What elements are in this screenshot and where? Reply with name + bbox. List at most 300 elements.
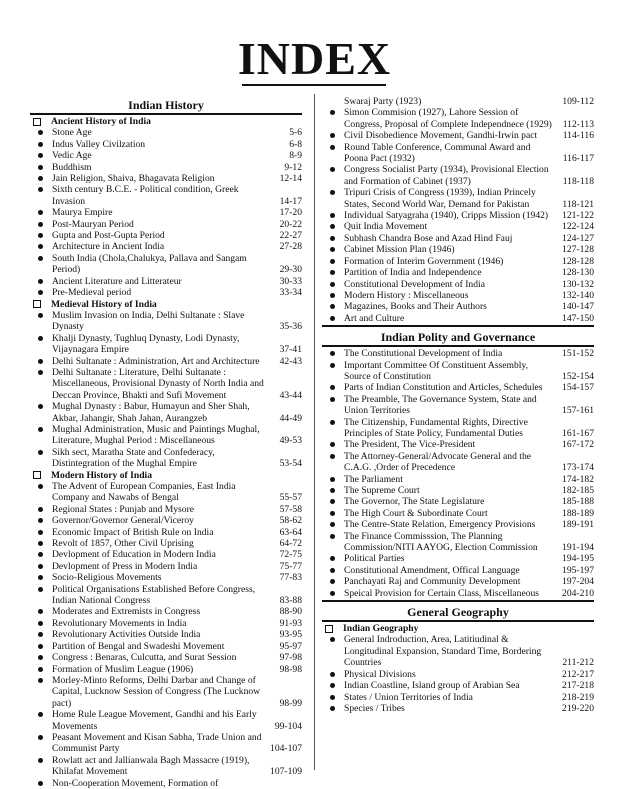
- index-entry: [30, 538, 302, 549]
- bullet-icon: [30, 549, 52, 560]
- entry-title: Maurya Empire: [52, 207, 113, 219]
- index-entry: [30, 162, 302, 173]
- bullet-icon: [322, 394, 344, 417]
- entry-title: The Centre-State Relation, Emergency Provisions: [344, 519, 536, 531]
- bullet-icon: [322, 256, 344, 267]
- bullet-icon: [30, 230, 52, 241]
- entry-title: Subhash Chandra Bose and Azad Hind Fauj: [344, 232, 513, 244]
- entry-title: The High Court & Subordinate Court: [344, 507, 488, 519]
- index-entry: [322, 588, 594, 599]
- entry-pages: 140-147: [562, 301, 594, 313]
- index-entry: [30, 549, 302, 560]
- entry-title: Sixth century B.C.E. - Political condition, Greek Invasion: [52, 184, 239, 207]
- entry-title: Jain Religion, Shaiva, Bhagavata Religion: [52, 173, 215, 185]
- index-list-polity: [322, 348, 594, 599]
- entry-pages: 197-204: [562, 576, 594, 588]
- entry-title: Round Table Conference, Communal Award and Poona Pact (1932): [344, 141, 531, 165]
- bullet-icon: [30, 310, 52, 333]
- entry-pages: 185-188: [562, 496, 594, 508]
- entry-title: Delhi Sultanate : Administration, Art and Architecture: [52, 355, 260, 367]
- entry-title: Formation of Interim Government (1946): [344, 255, 504, 267]
- entry-pages: 93-95: [279, 629, 302, 641]
- entry-pages: 37-41: [279, 344, 302, 356]
- entry-pages: 122-124: [562, 221, 594, 233]
- entry-pages: 114-116: [562, 130, 594, 142]
- index-entry: [30, 606, 302, 617]
- entry-pages: 132-140: [562, 289, 594, 301]
- bullet-icon: [322, 301, 344, 312]
- indent-spacer: [322, 96, 344, 107]
- index-entry: [30, 184, 302, 207]
- entry-title: Formation of Muslim League (1906): [52, 663, 194, 675]
- section-heading-indian-history: Indian History: [128, 98, 204, 112]
- index-entry: [322, 210, 594, 221]
- index-entry: [322, 553, 594, 564]
- index-entry: [322, 394, 594, 417]
- bullet-icon: [30, 778, 52, 789]
- index-entry: [322, 519, 594, 530]
- bullet-icon: [322, 313, 344, 324]
- entry-title: Partition of Bengal and Swadeshi Movement: [52, 640, 225, 652]
- entry-pages: 35-36: [279, 321, 302, 333]
- entry-title: Physical Divisions: [344, 668, 416, 680]
- index-entry: [322, 439, 594, 450]
- entry-title: Indus Valley Civilzation: [52, 138, 146, 150]
- index-list-continued: [322, 96, 594, 324]
- bullet-icon: [30, 424, 52, 447]
- bullet-icon: [30, 276, 52, 287]
- entry-pages: 194-195: [562, 553, 594, 565]
- entry-pages: 212-217: [562, 668, 594, 680]
- category-label: Indian Geography: [343, 623, 419, 635]
- entry-title: Moderates and Extremists in Congress: [52, 606, 201, 618]
- entry-pages: 55-57: [279, 492, 302, 504]
- checkbox-square-icon: [33, 300, 41, 308]
- entry-pages: 98-99: [279, 697, 302, 709]
- bullet-icon: [30, 755, 52, 778]
- bullet-icon: [30, 139, 52, 150]
- entry-title: Modern History : Miscellaneous: [344, 289, 469, 301]
- bullet-icon: [30, 241, 52, 252]
- bullet-icon: [30, 572, 52, 583]
- index-entry: [322, 221, 594, 232]
- index-entry: [322, 313, 594, 324]
- checkbox-square-icon: [33, 118, 41, 126]
- entry-title: Mughal Dynasty : Babur, Humayun and Sher Shah, Akbar, Jahangir, Shah Jahan, Aurangzeb: [52, 401, 250, 424]
- entry-title: Constitutional Development of India: [344, 278, 485, 290]
- bullet-icon: [322, 221, 344, 232]
- entry-title: Vedic Age: [52, 150, 92, 162]
- entry-pages: 151-152: [562, 348, 594, 360]
- entry-title: Khalji Dynasty, Tughluq Dynasty, Lodi Dynasty, Vijaynagara Empire: [52, 332, 240, 356]
- bullet-icon: [322, 382, 344, 393]
- entry-title: Rowlatt act and Jallianwala Bagh Massacre (1919), Khilafat Movement: [52, 754, 250, 778]
- entry-pages: 147-150: [562, 312, 594, 324]
- entry-title: Revolutionary Activities Outside India: [52, 629, 201, 641]
- entry-title: Art and Culture: [344, 312, 405, 324]
- bullet-icon: [30, 367, 52, 401]
- entry-title: Indian Coastline, Island group of Arabian Sea: [344, 680, 520, 692]
- entry-title: Tripuri Crisis of Congress (1939), Indian Princely States, Second World War, Demand for Pakistan: [344, 187, 536, 210]
- entry-title: Important Committee Of Constituent Assembly, Source of Constitution: [344, 359, 529, 382]
- entry-pages: 99-104: [274, 720, 302, 732]
- entry-title: Post-Mauryan Period: [52, 218, 134, 230]
- entry-title: Regional States : Punjab and Mysore: [52, 503, 195, 515]
- column-divider: [314, 94, 315, 770]
- entry-pages: 157-161: [562, 405, 594, 417]
- index-entry: [322, 669, 594, 680]
- entry-pages: 57-58: [279, 503, 302, 515]
- entry-pages: 97-98: [279, 652, 302, 664]
- entry-pages: 121-122: [562, 210, 594, 222]
- entry-title: Parts of Indian Constitution and Articles, Schedules: [344, 382, 543, 394]
- entry-title: Political Parties: [344, 553, 405, 565]
- index-entry: [30, 515, 302, 526]
- entry-title: General Indroduction, Area, Latitiudinal & Longitudinal Expansion, Standard Time, Bordering Countries: [344, 634, 542, 669]
- bullet-icon: [322, 360, 344, 383]
- bullet-icon: [322, 142, 344, 165]
- bullet-icon: [30, 652, 52, 663]
- bullet-icon: [322, 692, 344, 703]
- category-indian-geography: [322, 623, 594, 634]
- index-entry: [30, 276, 302, 287]
- index-entry: [322, 187, 594, 210]
- index-entry: [30, 584, 302, 607]
- section-rule: [322, 345, 594, 347]
- entry-title: Revolutionary Movements in India: [52, 617, 187, 629]
- entry-title: The Citizenship, Fundamental Rights, Directive Principles of State Policy, Fundamental Duties: [344, 416, 528, 439]
- entry-title: Panchayati Raj and Community Development: [344, 576, 521, 588]
- index-entry: [30, 504, 302, 515]
- entry-pages: 27-28: [279, 241, 302, 253]
- entry-title: Individual Satyagraha (1940), Cripps Mission (1942): [344, 210, 549, 222]
- entry-pages: 22-27: [279, 230, 302, 242]
- entry-pages: 152-154: [562, 370, 594, 382]
- entry-title: The Governor, The State Legislature: [344, 496, 485, 508]
- entry-title: Congress : Benaras, Culcutta, and Surat Session: [52, 652, 237, 664]
- entry-pages: 14-17: [279, 195, 302, 207]
- category-heading: [30, 470, 302, 481]
- entry-pages: 42-43: [279, 355, 302, 367]
- bullet-icon: [322, 130, 344, 141]
- index-entry: [30, 709, 302, 732]
- entry-title: Peasant Movement and Kisan Sabha, Trade Union and Communist Party: [52, 731, 262, 755]
- index-entry: [322, 360, 594, 383]
- entry-pages: 6-8: [289, 138, 302, 150]
- bullet-icon: [30, 481, 52, 504]
- bullet-icon: [322, 210, 344, 221]
- index-entry: [322, 417, 594, 440]
- bullet-icon: [322, 634, 344, 668]
- entry-title: Constitutional Amendment, Offical Language: [344, 564, 520, 576]
- index-entry: [322, 96, 594, 107]
- index-entry: [30, 424, 302, 447]
- entry-pages: 204-210: [562, 587, 594, 599]
- checkbox-square-icon: [33, 471, 41, 479]
- entry-pages: 75-77: [279, 560, 302, 572]
- bullet-icon: [30, 447, 52, 470]
- bullet-icon: [30, 606, 52, 617]
- bullet-icon: [322, 531, 344, 554]
- bullet-icon: [30, 184, 52, 207]
- entry-pages: 43-44: [279, 389, 302, 401]
- index-entry: [322, 692, 594, 703]
- entry-title: Morley-Minto Reforms, Delhi Darbar and Change of Capital, Lucknow Session of Congress (The Lucknow pact): [52, 674, 261, 709]
- bullet-icon: [30, 709, 52, 732]
- entry-title: Cabinet Mission Plan (1946): [344, 244, 455, 256]
- entry-title: Political Organisations Established Before Congress, Indian National Congress: [52, 583, 256, 607]
- entry-pages: 29-30: [279, 264, 302, 276]
- index-entry: [30, 333, 302, 356]
- left-column: [30, 96, 302, 789]
- index-entry: [322, 496, 594, 507]
- entry-title: Home Rule League Movement, Gandhi and his Early Movements: [52, 709, 257, 732]
- index-entry: [30, 139, 302, 150]
- index-entry: [322, 474, 594, 485]
- category-heading: [30, 299, 302, 310]
- entry-title: The Preamble, The Governance System, State and Union Territories: [344, 393, 537, 417]
- entry-pages: 174-182: [562, 473, 594, 485]
- bullet-icon: [322, 519, 344, 530]
- entry-pages: 9-12: [284, 161, 302, 173]
- index-entry: [30, 241, 302, 252]
- index-entry: [30, 127, 302, 138]
- entry-title: Revolt of 1857, Other Civil Uprising: [52, 538, 194, 550]
- bullet-icon: [322, 680, 344, 691]
- checkbox-square-icon: [325, 625, 333, 633]
- entry-title: Simon Commision (1927), Lahore Session of Congress, Proposal of Complete Independnece (1929): [344, 107, 552, 130]
- index-list-indian-history: [30, 116, 302, 789]
- section-rule: [322, 600, 594, 602]
- entry-pages: 195-197: [562, 564, 594, 576]
- bullet-icon: [30, 253, 52, 276]
- entry-pages: 107-109: [270, 766, 302, 778]
- index-entry: [30, 447, 302, 470]
- section-rule: [322, 325, 594, 327]
- index-entry: [30, 755, 302, 778]
- bullet-icon: [30, 584, 52, 607]
- entry-pages: 49-53: [279, 435, 302, 447]
- entry-title: Economic Impact of British Rule on India: [52, 526, 214, 538]
- bullet-icon: [322, 588, 344, 599]
- bullet-icon: [30, 219, 52, 230]
- index-entry: [30, 778, 302, 789]
- entry-pages: 128-130: [562, 267, 594, 279]
- entry-pages: 116-117: [562, 153, 594, 165]
- index-entry: [30, 207, 302, 218]
- index-entry: [30, 230, 302, 241]
- entry-title: Pre-Medieval period: [52, 287, 132, 299]
- page-title: INDEX: [237, 33, 392, 84]
- bullet-icon: [322, 451, 344, 474]
- index-entry: [322, 279, 594, 290]
- bullet-icon: [30, 732, 52, 755]
- bullet-icon: [322, 485, 344, 496]
- entry-title: Muslim Invasion on India, Delhi Sultanate : Slave Dynasty: [52, 309, 245, 333]
- entry-title: Partition of India and Independence: [344, 267, 482, 279]
- entry-pages: 118-121: [562, 198, 594, 210]
- entry-title: Architecture in Ancient India: [52, 241, 165, 253]
- entry-title: Magazines, Books and Their Authors: [344, 301, 487, 313]
- bullet-icon: [30, 333, 52, 356]
- bullet-icon: [322, 553, 344, 564]
- bullet-icon: [322, 164, 344, 187]
- entry-pages: 188-189: [562, 507, 594, 519]
- entry-pages: 5-6: [289, 127, 302, 139]
- index-entry: [30, 652, 302, 663]
- entry-pages: 12-14: [279, 173, 302, 185]
- entry-pages: 72-75: [279, 549, 302, 561]
- entry-title: Congress Socialist Party (1934), Provisional Election and Formation of Cabinet (1937): [344, 164, 549, 187]
- bullet-icon: [322, 417, 344, 440]
- bullet-icon: [322, 576, 344, 587]
- entry-pages: 161-167: [562, 427, 594, 439]
- index-entry: [30, 173, 302, 184]
- bullet-icon: [322, 244, 344, 255]
- category-label: Modern History of India: [51, 469, 153, 481]
- section-rule: [322, 620, 594, 622]
- index-entry: [322, 576, 594, 587]
- index-entry: [322, 290, 594, 301]
- entry-pages: 182-185: [562, 485, 594, 496]
- bullet-icon: [322, 703, 344, 714]
- entry-pages: 17-20: [279, 207, 302, 219]
- entry-pages: 167-172: [562, 439, 594, 451]
- entry-pages: 173-174: [562, 462, 594, 474]
- index-entry: [30, 641, 302, 652]
- entry-title: The Constitutional Development of India: [344, 348, 503, 360]
- entry-title: The Parliament: [344, 473, 403, 485]
- bullet-icon: [30, 287, 52, 298]
- entry-pages: 30-33: [279, 275, 302, 287]
- entry-title: South India (Chola,Chalukya, Pallava and Sangam Period): [52, 252, 247, 276]
- bullet-icon: [322, 474, 344, 485]
- entry-pages: 44-49: [279, 412, 302, 424]
- bullet-icon: [30, 401, 52, 424]
- index-entry: [322, 142, 594, 165]
- index-entry: [322, 256, 594, 267]
- entry-title: Non-Cooperation Movement, Formation of: [52, 777, 219, 789]
- index-entry: [30, 356, 302, 367]
- entry-pages: 33-34: [279, 287, 302, 299]
- category-heading: [30, 116, 302, 127]
- entry-pages: 53-54: [279, 458, 302, 470]
- index-entry: [30, 629, 302, 640]
- entry-pages: 218-219: [562, 691, 594, 703]
- entry-pages: 191-194: [562, 542, 594, 554]
- index-entry: [322, 565, 594, 576]
- entry-title: Delhi Sultanate : Literature, Delhi Sultanate : Miscellaneous, Provisional Dynasty of North India and Deccan Province, Bhakti and Sufi Movement: [52, 366, 264, 401]
- category-label: Ancient History of India: [51, 116, 151, 127]
- index-entry: [30, 572, 302, 583]
- entry-pages: 104-107: [270, 743, 302, 755]
- entry-pages: 20-22: [279, 218, 302, 230]
- entry-title: Civil Disobedience Movement, Gandhi-Irwin pact: [344, 130, 538, 142]
- index-entry: [322, 301, 594, 312]
- bullet-icon: [30, 162, 52, 173]
- entry-pages: 124-127: [562, 232, 594, 244]
- entry-pages: 64-72: [279, 538, 302, 550]
- entry-title: Sikh sect, Maratha State and Confederacy, Distintegration of the Mughal Empire: [52, 446, 215, 470]
- entry-title: States / Union Territories of India: [344, 691, 473, 703]
- entry-pages: 88-90: [279, 606, 302, 618]
- entry-title: Stone Age: [52, 127, 92, 139]
- bullet-icon: [30, 664, 52, 675]
- bullet-icon: [30, 356, 52, 367]
- section-heading-geography: General Geography: [407, 605, 509, 620]
- index-entry: [30, 253, 302, 276]
- index-entry: [30, 561, 302, 572]
- index-entry: [322, 508, 594, 519]
- bullet-icon: [30, 538, 52, 549]
- entry-pages: 211-212: [562, 657, 594, 669]
- entry-pages: 128-128: [562, 255, 594, 267]
- entry-title: Ancient Literature and Litterateur: [52, 275, 182, 287]
- entry-title: The Finance Commisssion, The Planning Commission/NITI AAYOG, Election Commission: [344, 530, 538, 554]
- entry-title: Mughal Administration, Music and Paintings Mughal, Literature, Mughal Period : Miscellaneous: [52, 423, 260, 447]
- bullet-icon: [30, 561, 52, 572]
- index-entry: [30, 732, 302, 755]
- index-entry: [30, 618, 302, 629]
- index-entry: [30, 287, 302, 298]
- index-entry: [30, 675, 302, 709]
- index-entry: [322, 164, 594, 187]
- bullet-icon: [30, 173, 52, 184]
- bullet-icon: [30, 207, 52, 218]
- entry-title: The President, The Vice-President: [344, 439, 476, 451]
- index-entry: [322, 130, 594, 141]
- bullet-icon: [322, 187, 344, 210]
- entry-pages: 63-64: [279, 526, 302, 538]
- entry-title: Species / Tribes: [344, 702, 405, 714]
- index-entry: [322, 703, 594, 714]
- index-entry: [322, 107, 594, 130]
- bullet-icon: [322, 496, 344, 507]
- entry-pages: 154-157: [562, 382, 594, 394]
- index-entry: [322, 267, 594, 278]
- entry-pages: 58-62: [279, 515, 302, 527]
- bullet-icon: [322, 669, 344, 680]
- bullet-icon: [322, 565, 344, 576]
- entry-title: Gupta and Post-Gupta Period: [52, 230, 165, 242]
- index-entry: [30, 310, 302, 333]
- entry-pages: 118-118: [562, 175, 594, 187]
- entry-pages: 95-97: [279, 640, 302, 652]
- entry-pages: 130-132: [562, 278, 594, 290]
- entry-title: Quit India Movement: [344, 221, 428, 233]
- section-rule: [30, 113, 302, 115]
- index-entry: [30, 150, 302, 161]
- bullet-icon: [30, 504, 52, 515]
- bullet-icon: [30, 150, 52, 161]
- index-entry: [322, 531, 594, 554]
- bullet-icon: [322, 233, 344, 244]
- index-entry: [322, 382, 594, 393]
- entry-pages: 77-83: [279, 572, 302, 584]
- bullet-icon: [30, 629, 52, 640]
- index-entry: [30, 664, 302, 675]
- entry-title: Buddhism: [52, 161, 92, 173]
- bullet-icon: [30, 127, 52, 138]
- bullet-icon: [322, 439, 344, 450]
- entry-title: Swaraj Party (1923): [344, 96, 422, 107]
- bullet-icon: [30, 675, 52, 709]
- index-entry: [322, 348, 594, 359]
- right-column: [322, 96, 594, 714]
- entry-pages: 219-220: [562, 702, 594, 714]
- bullet-icon: [30, 641, 52, 652]
- bullet-icon: [322, 348, 344, 359]
